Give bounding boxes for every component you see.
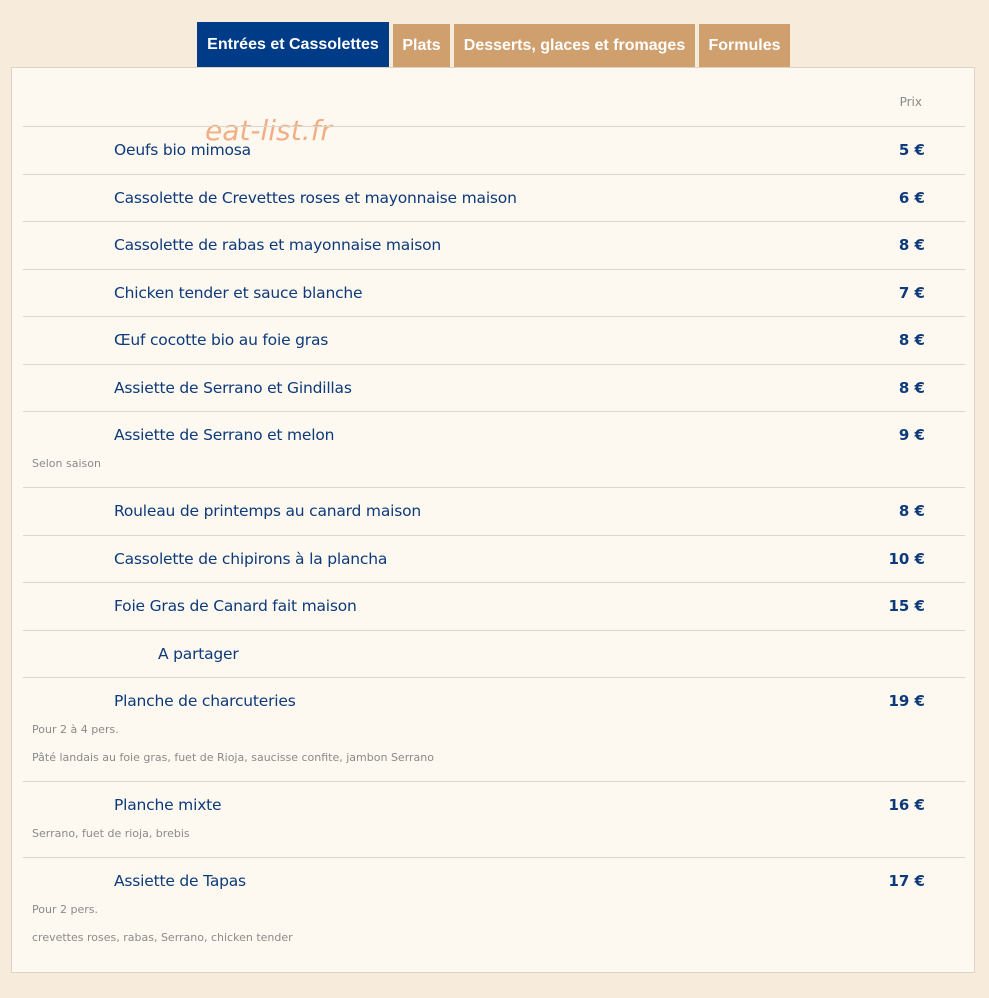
item-price: 8 € <box>898 236 925 254</box>
item-price: 10 € <box>888 550 925 568</box>
category-tabs <box>0 22 989 68</box>
menu-item <box>23 126 965 175</box>
item-price: 19 € <box>888 692 925 710</box>
price-column-header: Prix <box>899 95 922 109</box>
tab-plats[interactable]: Plats <box>393 24 450 68</box>
menu-item <box>23 582 965 631</box>
item-note: Serrano, fuet de rioja, brebis <box>32 827 190 840</box>
menu-item <box>23 174 965 222</box>
item-name: Oeufs bio mimosa <box>114 141 251 159</box>
item-price: 15 € <box>888 597 925 615</box>
item-name: Chicken tender et sauce blanche <box>114 284 363 302</box>
item-price: 7 € <box>898 284 925 302</box>
menu-item <box>23 221 965 270</box>
item-name: Foie Gras de Canard fait maison <box>114 597 357 615</box>
menu-item <box>23 535 965 583</box>
menu-section-heading <box>23 630 965 678</box>
item-note: Pour 2 à 4 pers. <box>32 723 119 736</box>
item-price: 9 € <box>898 426 925 444</box>
menu-panel <box>11 67 975 973</box>
menu-item <box>23 269 965 317</box>
menu-item <box>23 316 965 365</box>
item-note: Selon saison <box>32 457 101 470</box>
item-price: 8 € <box>898 502 925 520</box>
tab-desserts-glaces-fromages[interactable]: Desserts, glaces et fromages <box>454 24 695 68</box>
tab-entrees-cassolettes[interactable]: Entrées et Cassolettes <box>197 22 389 68</box>
menu-item <box>23 781 965 858</box>
item-name: Assiette de Tapas <box>114 872 246 890</box>
item-name: Assiette de Serrano et melon <box>114 426 335 444</box>
item-price: 8 € <box>898 379 925 397</box>
item-name: Cassolette de Crevettes roses et mayonnaise maison <box>114 189 517 207</box>
tab-formules[interactable]: Formules <box>699 24 790 68</box>
item-name: Œuf cocotte bio au foie gras <box>114 331 329 349</box>
item-name: Planche de charcuteries <box>114 692 296 710</box>
item-name: Assiette de Serrano et Gindillas <box>114 379 352 397</box>
menu-item <box>23 857 965 962</box>
section-title: A partager <box>158 645 239 663</box>
watermark: eat-list.fr <box>205 114 332 147</box>
item-price: 6 € <box>898 189 925 207</box>
item-note: crevettes roses, rabas, Serrano, chicken tender <box>32 931 293 944</box>
item-note: Pâté landais au foie gras, fuet de Rioja, saucisse confite, jambon Serrano <box>32 751 434 764</box>
item-price: 5 € <box>898 141 925 159</box>
menu-item <box>23 487 965 536</box>
item-note: Pour 2 pers. <box>32 903 98 916</box>
item-name: Rouleau de printemps au canard maison <box>114 502 422 520</box>
menu-item <box>23 411 965 488</box>
item-name: Cassolette de chipirons à la plancha <box>114 550 388 568</box>
item-price: 8 € <box>898 331 925 349</box>
item-price: 16 € <box>888 796 925 814</box>
menu-item <box>23 364 965 412</box>
item-name: Planche mixte <box>114 796 222 814</box>
item-price: 17 € <box>888 872 925 890</box>
menu-item <box>23 677 965 782</box>
item-name: Cassolette de rabas et mayonnaise maison <box>114 236 441 254</box>
